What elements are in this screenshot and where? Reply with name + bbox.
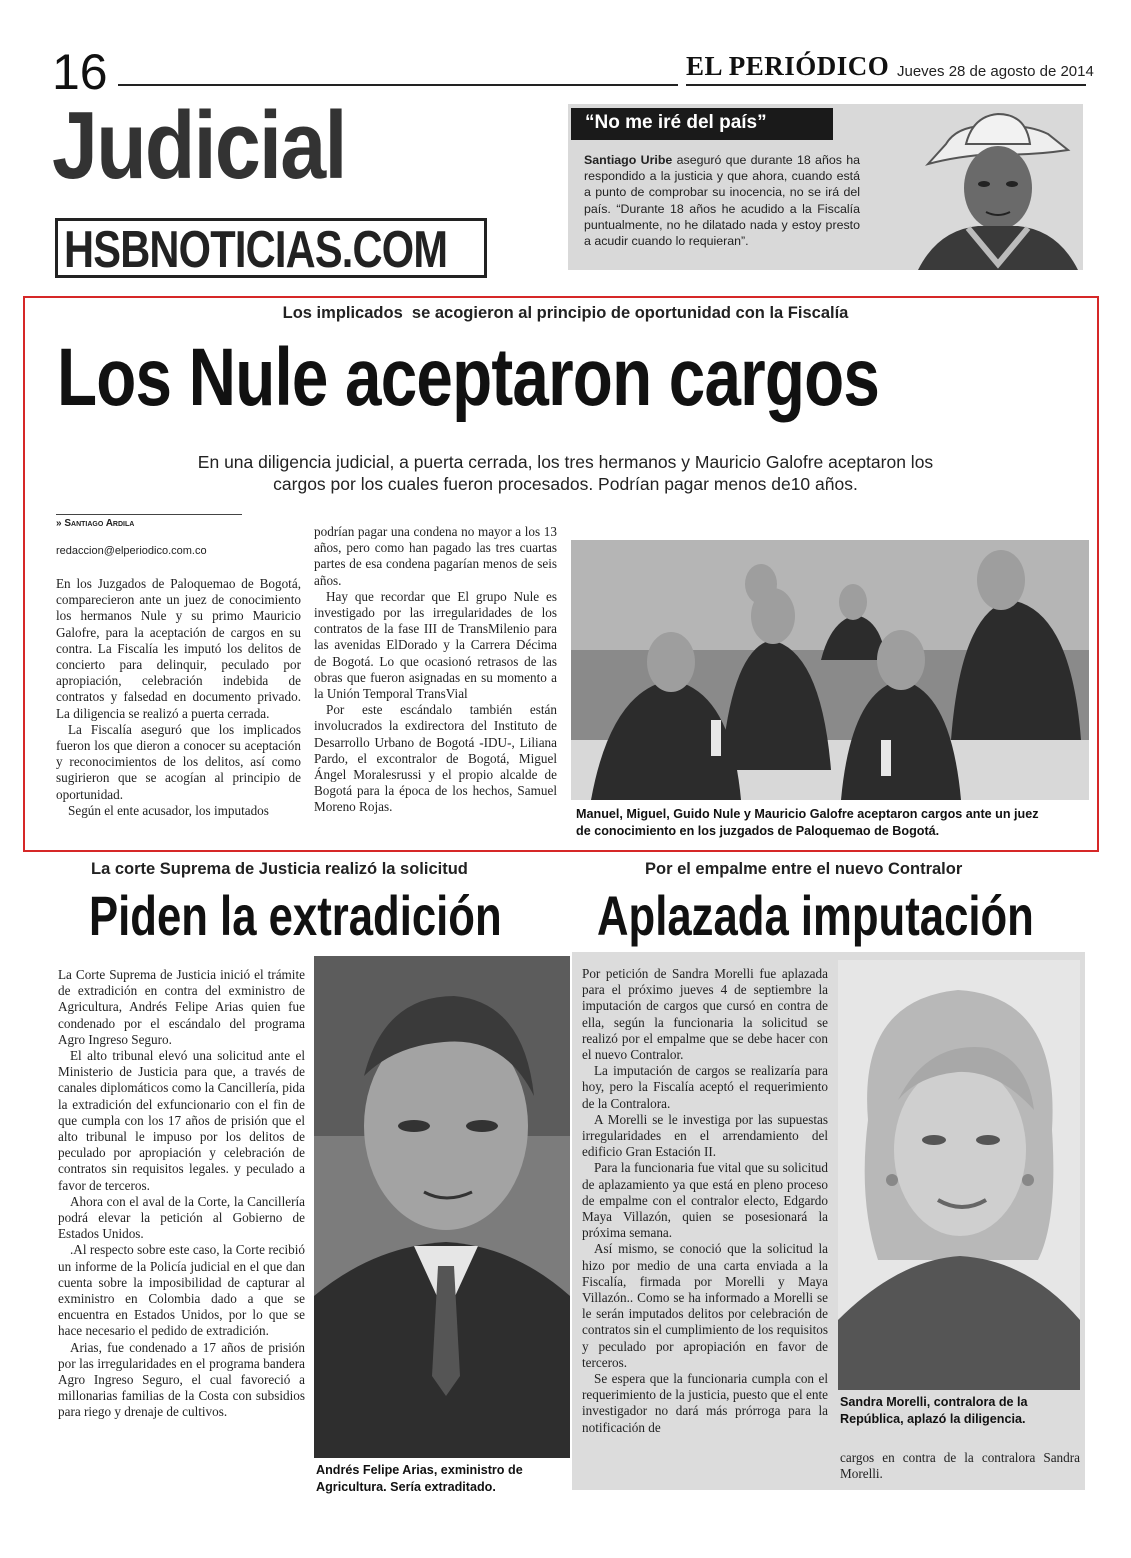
byline-rule (56, 514, 242, 515)
sidebar-title-bar (571, 108, 833, 140)
sandra-morelli-photo (838, 960, 1080, 1390)
imputation-p5: Así mismo, se conoció que la solicitud la hizo por medio de una carta enviada a la Fiscalía, firmada por Morelli y Maya Villazón.. Como se ha informado a Morelli se le serán imputados delitos por celebración de contratos sin el cumplimiento de los requisitos y peculado por apropiación en favor de terceros. (582, 1241, 828, 1370)
extradition-p4: .Al respecto sobre este caso, la Corte recibió un informe de la Policía judicial en el que dan cuenta sobre la imposibilidad de capturar al exministro en Colombia dado a que se encuentra en Estados Unidos, por lo que se hace necesario el pedido de extradición. (58, 1242, 305, 1339)
main-deck-line1: En una diligencia judicial, a puerta cerrada, los tres hermanos y Mauricio Galofre aceptaron los (197, 452, 934, 472)
santiago-uribe-photo (898, 104, 1083, 270)
imputation-p1: Por petición de Sandra Morelli fue aplazada para el próximo jueves 4 de septiembre la imputación de cargos que cursó en contra de ella, según la funcionaria la solicitud se realizó por el empalme que se debe hacer con el nuevo Contralor. (582, 966, 828, 1063)
page-number: 16 (52, 44, 108, 100)
header-rule-right (686, 84, 1086, 86)
sidebar-story (568, 104, 1083, 270)
sidebar-title: “No me iré del país” (585, 112, 767, 133)
main-col2-p2: Hay que recordar que El grupo Nule es investigado por las irregularidades de los contratos de la fase III de TransMilenio para las avenidas ElDorado y la Carrera Décima de Bogotá. Lo que ocasionó retrasos de las obras que fueron asignadas en su momento a la Unión Temporal TransVial (314, 588, 557, 702)
header-rule (118, 84, 678, 86)
extradition-p1: La Corte Suprema de Justicia inició el trámite de extradición en contra del exministro de Agricultura, Andrés Felipe Arias quien fue condenado por el escándalo del programa Agro Ingreso Seguro. (58, 967, 305, 1047)
imputation-headline: Aplazada imputación (597, 884, 1034, 947)
imputation-caption (840, 1394, 1085, 1428)
extradition-caption (316, 1462, 572, 1496)
sidebar-body: aseguró que durante 18 años ha respondido a la justicia y que ahora, cuando está a punto de comprobar su inocencia, no se irá del país. “Durante 18 años he acudido a la Fiscalía puntualmente, no he dilatado nada y estoy presto a acudir cuando lo requieran”. (584, 153, 861, 249)
main-col2-p1: podrían pagar una condena no mayor a los 13 años, pero como han pagado las tres cuartas partes de esa condena pagarían menos de seis años. (314, 524, 557, 588)
extradition-headline: Piden la extradición (89, 884, 502, 947)
imputation-body (582, 966, 828, 1436)
extradition-caption-line1: Andrés Felipe Arias, exministro de (316, 1463, 523, 1477)
nule-brothers-photo (571, 540, 1089, 800)
imputation-p2: La imputación de cargos se realizaría para hoy, pero la Fiscalía aceptó el requerimiento de la Contralora. (582, 1063, 828, 1111)
main-caption-line1: Manuel, Miguel, Guido Nule y Mauricio Galofre aceptaron cargos ante un juez (576, 807, 1039, 821)
issue-date: Jueves 28 de agosto de 2014 (897, 63, 1094, 80)
extradition-p3: Ahora con el aval de la Corte, la Cancillería podrá elevar la petición al Gobierno de Estados Unidos. (58, 1193, 305, 1242)
main-col2-p3: Por este escándalo también están involucrados la exdirectora del Instituto de Desarrollo Urbano de Bogotá -IDU-, Liliana Pardo, el excontralor de Bogotá, Miguel Ángel Moralesrussi y el propio alcalde de Bogotá para la época de los hechos, Samuel Moreno Rojas. (314, 702, 557, 815)
extradition-body (58, 967, 305, 1421)
extradition-kicker: La corte Suprema de Justicia realizó la solicitud (91, 860, 468, 878)
main-col1-p2: La Fiscalía aseguró que los implicados fueron los que dieron a conocer su aceptación y reconocimientos de los delitos, así como sugirieron que se acogían al principio de oportunidad. (56, 721, 301, 802)
imputation-caption-line2: República, aplazó la diligencia. (840, 1412, 1026, 1426)
imputation-caption-line1: Sandra Morelli, contralora de la (840, 1395, 1028, 1409)
site-logo-box (55, 218, 487, 278)
author-email: redaccion@elperiodico.com.co (56, 545, 207, 557)
andres-felipe-arias-photo (314, 956, 570, 1458)
main-column-1 (56, 576, 301, 819)
main-column-2 (314, 524, 557, 816)
main-caption-line2: de conocimiento en los juzgados de Paloquemao de Bogotá. (576, 824, 940, 838)
byline: » Santiago Ardila (56, 518, 135, 529)
imputation-p6: Se espera que la funcionaria cumpla con el requerimiento de la justicia, puesto que el ente investigador no dará más prórroga para la notificación de (582, 1371, 828, 1435)
main-photo-caption (576, 806, 1086, 840)
main-deck-line2: cargos por los cuales fueron procesados. Podrían pagar menos de10 años. (273, 474, 858, 494)
imputation-p3: A Morelli se le investiga por las supuestas irregularidades en el arrendamiento del edificio Gran Estación II. (582, 1111, 828, 1160)
imputation-p4: Para la funcionaria fue vital que su solicitud de aplazamiento ya que está en pleno proceso de empalme con el contralor electo, Edgardo Maya Villazón, quien se posesionará la próxima semana. (582, 1160, 828, 1241)
imputation-continuation: cargos en contra de la contralora Sandra Morelli. (840, 1450, 1080, 1482)
newspaper-name: EL PERIÓDICO (686, 51, 890, 81)
site-logo: HSBNOTICIAS.COM (64, 221, 448, 278)
section-title: Judicial (52, 92, 346, 199)
imputation-kicker: Por el empalme entre el nuevo Contralor (645, 860, 963, 878)
main-col1-p1: En los Juzgados de Paloquemao de Bogotá, comparecieron ante un juez de conocimiento los hermanos Nule y su primo Mauricio Galofre, para la aceptación de cargos en su contra. La Fiscalía les imputó los delitos de concierto para delinquir, peculado por apropiación, celebración indebida de contratos y falsedad en documento privado. La diligencia se realizó a puerta cerrada. (56, 576, 301, 721)
extradition-p5: Arias, fue condenado a 17 años de prisión por las irregularidades en el programa bandera Agro Ingreso Seguro, el cual favoreció a millonarias familias de la Costa con subsidios para riego y drenaje de cultivos. (58, 1339, 305, 1420)
main-kicker: Los implicados se acogieron al principio de oportunidad con la Fiscalía (282, 304, 849, 322)
main-col1-p3: Según el ente acusador, los imputados (68, 802, 269, 818)
sidebar-text (584, 152, 860, 249)
extradition-p2: El alto tribunal elevó una solicitud ante el Ministerio de Justicia para que, a través de canales diplomáticos como la Cancillería, pida la extradición del exfuncionario con el fin de que cumpla con los 17 años de prisión que el alto tribunal le impuso por los delitos de peculado por apropiación y celebración de contratos sin requisitos legales. y peculado a favor de terceros. (58, 1048, 305, 1193)
main-headline: Los Nule aceptaron cargos (57, 332, 880, 423)
extradition-caption-line2: Agricultura. Sería extraditado. (316, 1480, 496, 1494)
sidebar-person-name: Santiago Uribe (584, 153, 673, 167)
